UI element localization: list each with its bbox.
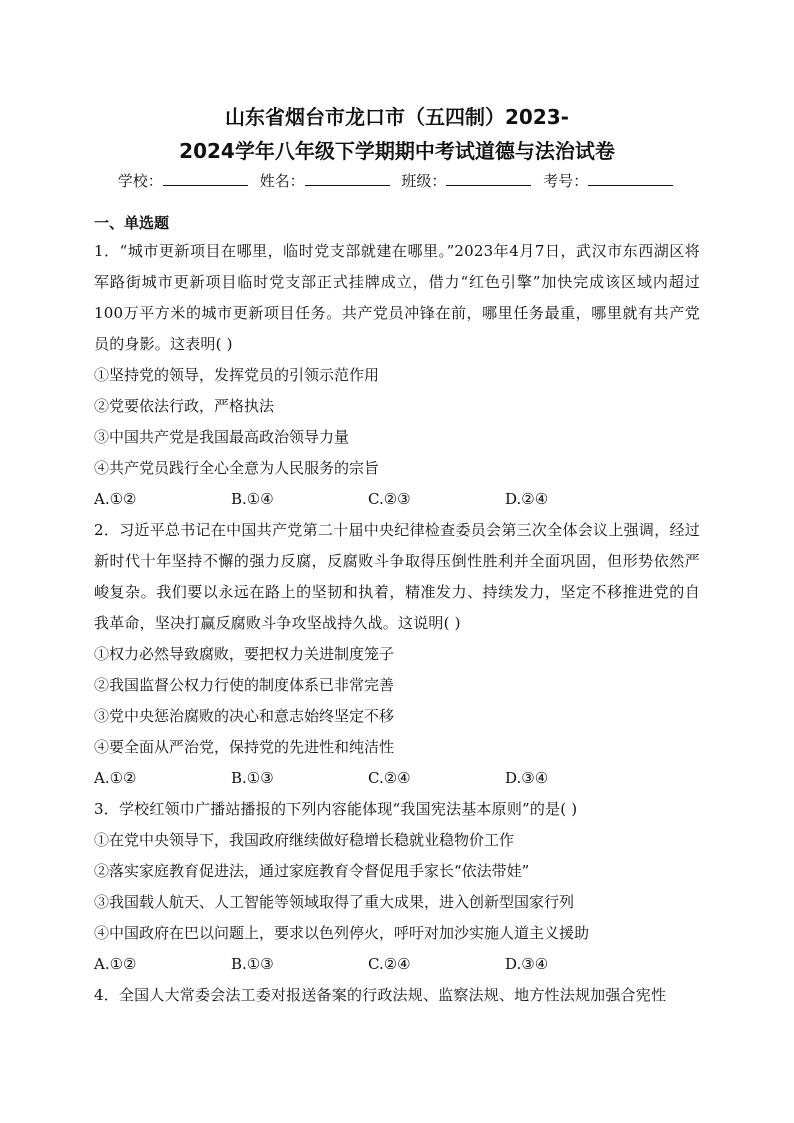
option-b[interactable]: B.①③: [231, 955, 274, 973]
question-2: [94, 515, 700, 794]
exam-number-label: 考号：: [543, 172, 589, 190]
option-d[interactable]: D.③④: [505, 769, 549, 787]
statement-1: ①坚持党的领导，发挥党员的引领示范作用: [94, 366, 380, 384]
option-d[interactable]: D.②④: [505, 490, 549, 508]
school-label: 学校：: [117, 172, 163, 190]
title-block: [0, 100, 794, 168]
question-4: [94, 980, 700, 1011]
exam-number-field: [543, 172, 676, 190]
question-stem: 2．习近平总书记在中国共产党第二十届中央纪律检查委员会第三次全体会议上强调，经过新时代十年坚持不懈的强力反腐，反腐败斗争取得压倒性胜利并全面巩固，但形势依然严峻复杂。我们要以永远在路上的坚韧和执着，精准发力、持续发力，坚定不移推进党的自我革命，坚决打赢反腐败斗争攻坚战持久战。这说明( ): [94, 521, 700, 632]
question-stem: 1．“城市更新项目在哪里，临时党支部就建在哪里。”2023年4月7日，武汉市东西湖区将军路街城市更新项目临时党支部正式挂牌成立，借力“红色引擎”加快完成该区域内超过100万平方米的城市更新项目任务。共产党员冲锋在前，哪里任务最重，哪里就有共产党员的身影。这表明( ): [94, 242, 700, 353]
statement-2: ②我国监督公权力行使的制度体系已非常完善: [94, 676, 395, 694]
statement-4: ④要全面从严治党，保持党的先进性和纯洁性: [94, 738, 395, 756]
answer-options: [94, 484, 700, 515]
option-c[interactable]: C.②③: [368, 490, 411, 508]
statement-4: ④中国政府在巴以问题上，要求以色列停火，呼吁对加沙实施人道主义援助: [94, 924, 590, 942]
statement-2: ②落实家庭教育促进法，通过家庭教育令督促甩手家长“依法带娃”: [94, 862, 530, 880]
option-d[interactable]: D.③④: [505, 955, 549, 973]
exam-number-blank[interactable]: [588, 171, 673, 186]
question-stem: 4．全国人大常委会法工委对报送备案的行政法规、监察法规、地方性法规加强合宪性: [94, 986, 667, 1004]
section-heading: 一、单选题: [94, 214, 170, 232]
name-label: 姓名：: [259, 172, 305, 190]
statement-2: ②党要依法行政，严格执法: [94, 397, 275, 415]
exam-title-line-2: 2024学年八年级下学期期中考试道德与法治试卷: [179, 139, 615, 163]
option-b[interactable]: B.①④: [231, 490, 274, 508]
option-c[interactable]: C.②④: [368, 955, 411, 973]
option-a[interactable]: A.①②: [94, 955, 137, 973]
question-1: [94, 236, 700, 515]
statement-3: ③中国共产党是我国最高政治领导力量: [94, 428, 350, 446]
class-blank[interactable]: [446, 171, 531, 186]
statement-4: ④共产党员践行全心全意为人民服务的宗旨: [94, 459, 380, 477]
class-label: 班级：: [401, 172, 447, 190]
option-c[interactable]: C.②④: [368, 769, 411, 787]
name-blank[interactable]: [305, 171, 390, 186]
exam-content: [94, 212, 700, 1011]
school-field: [118, 172, 251, 190]
question-3: [94, 794, 700, 980]
option-a[interactable]: A.①②: [94, 490, 137, 508]
answer-options: [94, 949, 700, 980]
exam-title-line-1: 山东省烟台市龙口市（五四制）2023-: [225, 105, 569, 129]
class-field: [401, 172, 534, 190]
question-stem: 3．学校红领巾广播站播报的下列内容能体现“我国宪法基本原则”的是( ): [94, 800, 578, 818]
option-b[interactable]: B.①③: [231, 769, 274, 787]
school-blank[interactable]: [163, 171, 248, 186]
option-a[interactable]: A.①②: [94, 769, 137, 787]
statement-1: ①权力必然导致腐败，要把权力关进制度笼子: [94, 645, 395, 663]
statement-3: ③我国载人航天、人工智能等领域取得了重大成果，进入创新型国家行列: [94, 893, 575, 911]
name-field: [260, 172, 393, 190]
statement-3: ③党中央惩治腐败的决心和意志始终坚定不移: [94, 707, 395, 725]
answer-options: [94, 763, 700, 794]
statement-1: ①在党中央领导下，我国政府继续做好稳增长稳就业稳物价工作: [94, 831, 515, 849]
student-info-line: [0, 171, 794, 191]
